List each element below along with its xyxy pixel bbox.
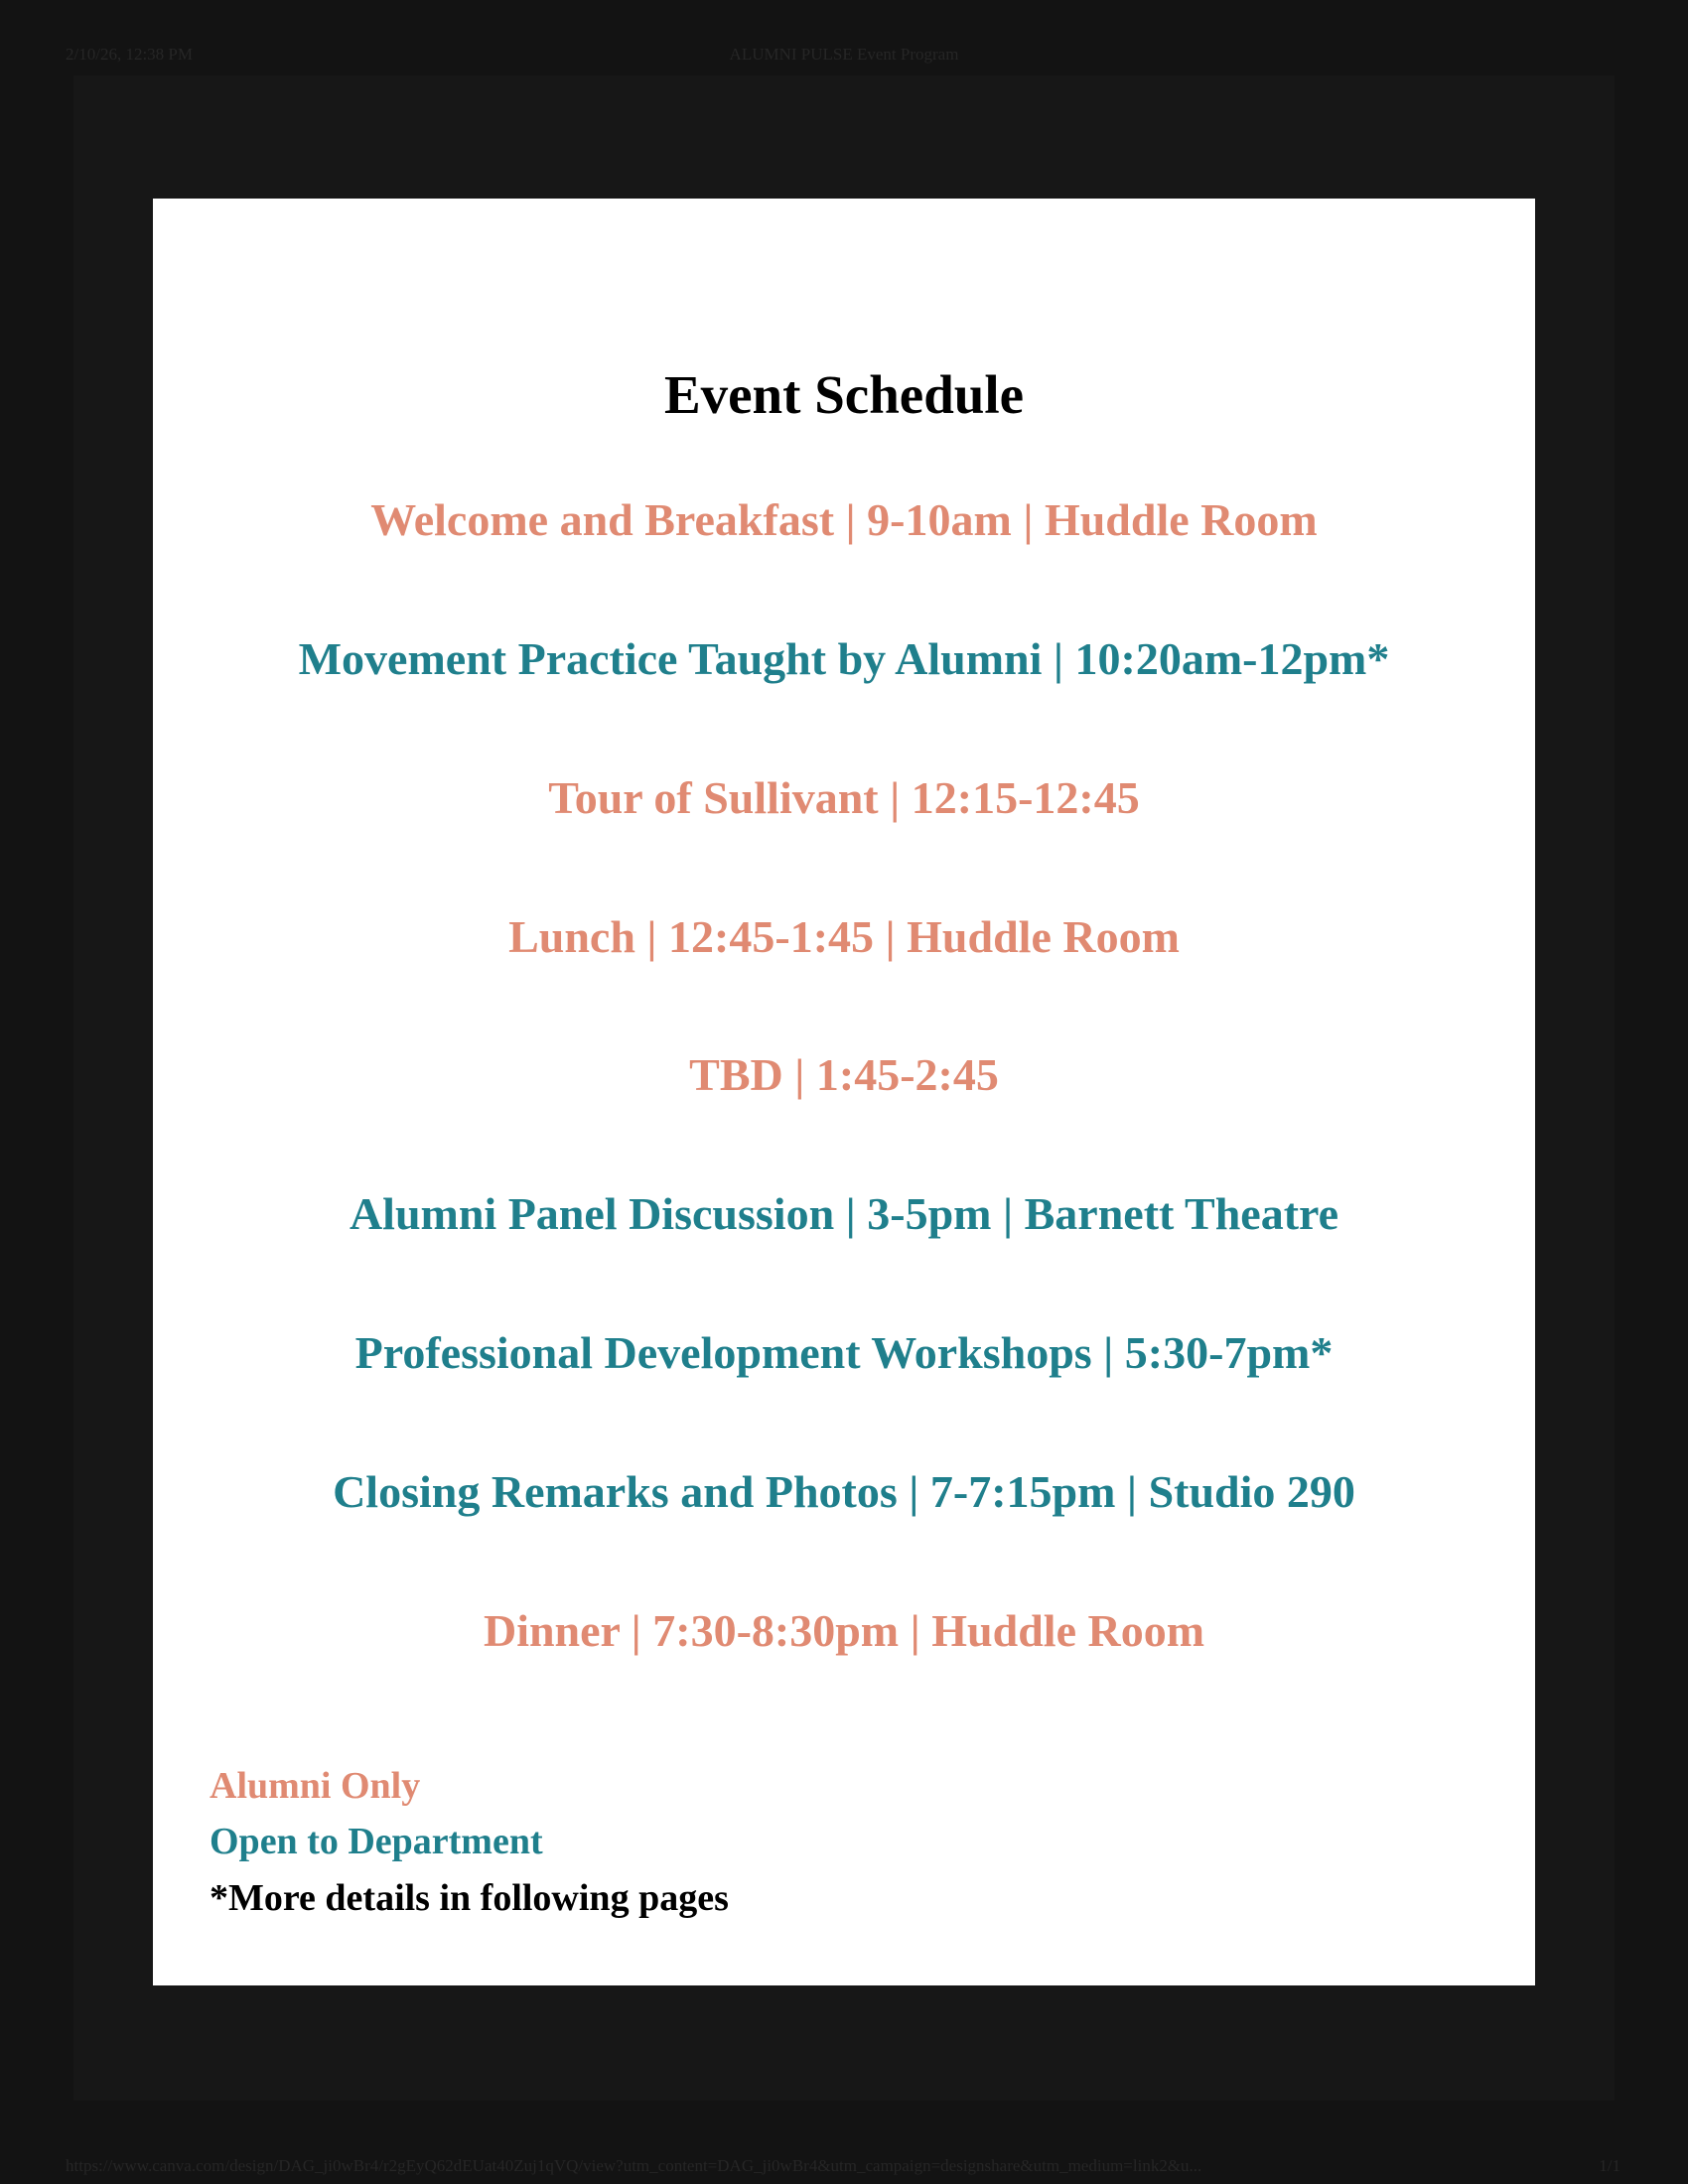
page-title: Event Schedule bbox=[663, 364, 1025, 425]
schedule-item-welcome: Welcome and Breakfast | 9-10am | Huddle Room bbox=[370, 494, 1318, 545]
schedule-item-tbd: TBD | 1:45-2:45 bbox=[689, 1049, 999, 1100]
document-title: ALUMNI PULSE Event Program bbox=[729, 45, 959, 64]
legend-open-to-department: Open to Department bbox=[210, 1821, 543, 1862]
legend-alumni-only: Alumni Only bbox=[210, 1765, 421, 1807]
page-url: https://www.canva.com/design/DAG_ji0wBr4/r2gEyQ62dEUat40Zuj1qVQ/view?utm_content=DAG_ji0wBr4&utm_campaign=designshare&utm_medium=link2&u... bbox=[66, 2156, 1202, 2175]
print-date: 2/10/26, 12:38 PM bbox=[66, 45, 193, 64]
schedule-item-closing: Closing Remarks and Photos | 7-7:15pm | Studio 290 bbox=[333, 1466, 1355, 1517]
schedule-item-tour: Tour of Sullivant | 12:15-12:45 bbox=[548, 772, 1140, 823]
schedule-item-movement-practice: Movement Practice Taught by Alumni | 10:20am-12pm* bbox=[298, 633, 1390, 684]
schedule-item-dinner: Dinner | 7:30-8:30pm | Huddle Room bbox=[483, 1605, 1205, 1656]
page-number: 1/1 bbox=[1599, 2156, 1620, 2175]
program-page bbox=[153, 199, 1535, 1985]
schedule-item-workshops: Professional Development Workshops | 5:30-7pm* bbox=[354, 1327, 1334, 1378]
legend-note: *More details in following pages bbox=[210, 1877, 729, 1919]
schedule-item-panel: Alumni Panel Discussion | 3-5pm | Barnett Theatre bbox=[349, 1188, 1339, 1239]
schedule-item-lunch: Lunch | 12:45-1:45 | Huddle Room bbox=[508, 911, 1180, 962]
